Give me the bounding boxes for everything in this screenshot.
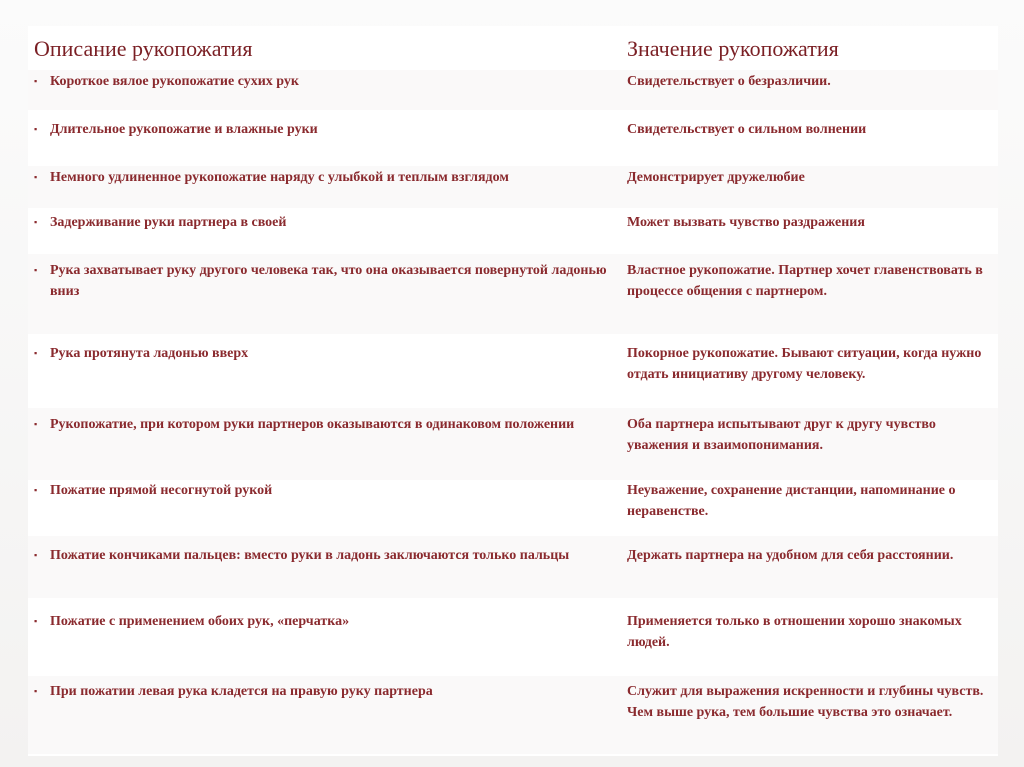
column-header-meaning: Значение рукопожатия	[627, 36, 839, 61]
bullet-icon: ▪	[34, 172, 38, 182]
row-meaning: Неуважение, сохранение дистанции, напоминание о неравенстве.	[627, 483, 956, 519]
row-meaning: Свидетельствует о сильном волнении	[627, 122, 867, 137]
handshake-table	[28, 26, 998, 756]
bullet-icon: ▪	[34, 348, 38, 358]
row-description: Рука захватывает руку другого человека так, что она оказывается повернутой ладонью вниз	[50, 263, 607, 299]
bullet-icon: ▪	[34, 76, 38, 86]
row-description: Короткое вялое рукопожатие сухих рук	[50, 74, 299, 89]
row-meaning: Может вызвать чувство раздражения	[627, 215, 865, 230]
bullet-icon: ▪	[34, 124, 38, 134]
row-description: Пожатие прямой несогнутой рукой	[50, 483, 273, 498]
row-meaning: Покорное рукопожатие. Бывают ситуации, когда нужно отдать инициативу другому человеку.	[627, 346, 982, 382]
row-description: При пожатии левая рука кладется на правую руку партнера	[50, 684, 433, 699]
bullet-icon: ▪	[34, 265, 38, 275]
row-description: Задерживание руки партнера в своей	[50, 215, 287, 230]
bullet-icon: ▪	[34, 616, 38, 626]
row-meaning: Применяется только в отношении хорошо знакомых людей.	[627, 614, 962, 650]
bullet-icon: ▪	[34, 419, 38, 429]
row-meaning: Держать партнера на удобном для себя расстоянии.	[627, 548, 954, 563]
row-description: Пожатие кончиками пальцев: вместо руки в ладонь заключаются только пальцы	[50, 548, 570, 563]
row-meaning: Демонстрирует дружелюбие	[627, 170, 805, 185]
column-header-description: Описание рукопожатия	[34, 36, 253, 61]
bullet-icon: ▪	[34, 485, 38, 495]
row-description: Рукопожатие, при котором руки партнеров оказываются в одинаковом положении	[50, 417, 575, 432]
row-description: Рука протянута ладонью вверх	[50, 346, 249, 361]
row-meaning: Властное рукопожатие. Партнер хочет главенствовать в процессе общения с партнером.	[627, 263, 983, 299]
bullet-icon: ▪	[34, 550, 38, 560]
row-meaning: Свидетельствует о безразличии.	[627, 74, 831, 89]
row-description: Пожатие с применением обоих рук, «перчатка»	[50, 614, 350, 629]
row-meaning: Оба партнера испытывают друг к другу чувство уважения и взаимопонимания.	[627, 417, 936, 453]
row-meaning: Служит для выражения искренности и глубины чувств. Чем выше рука, тем большие чувства это означает.	[627, 684, 984, 720]
bullet-icon: ▪	[34, 217, 38, 227]
row-description: Длительное рукопожатие и влажные руки	[50, 122, 318, 137]
bullet-icon: ▪	[34, 686, 38, 696]
row-description: Немного удлиненное рукопожатие наряду с улыбкой и теплым взглядом	[50, 170, 509, 185]
